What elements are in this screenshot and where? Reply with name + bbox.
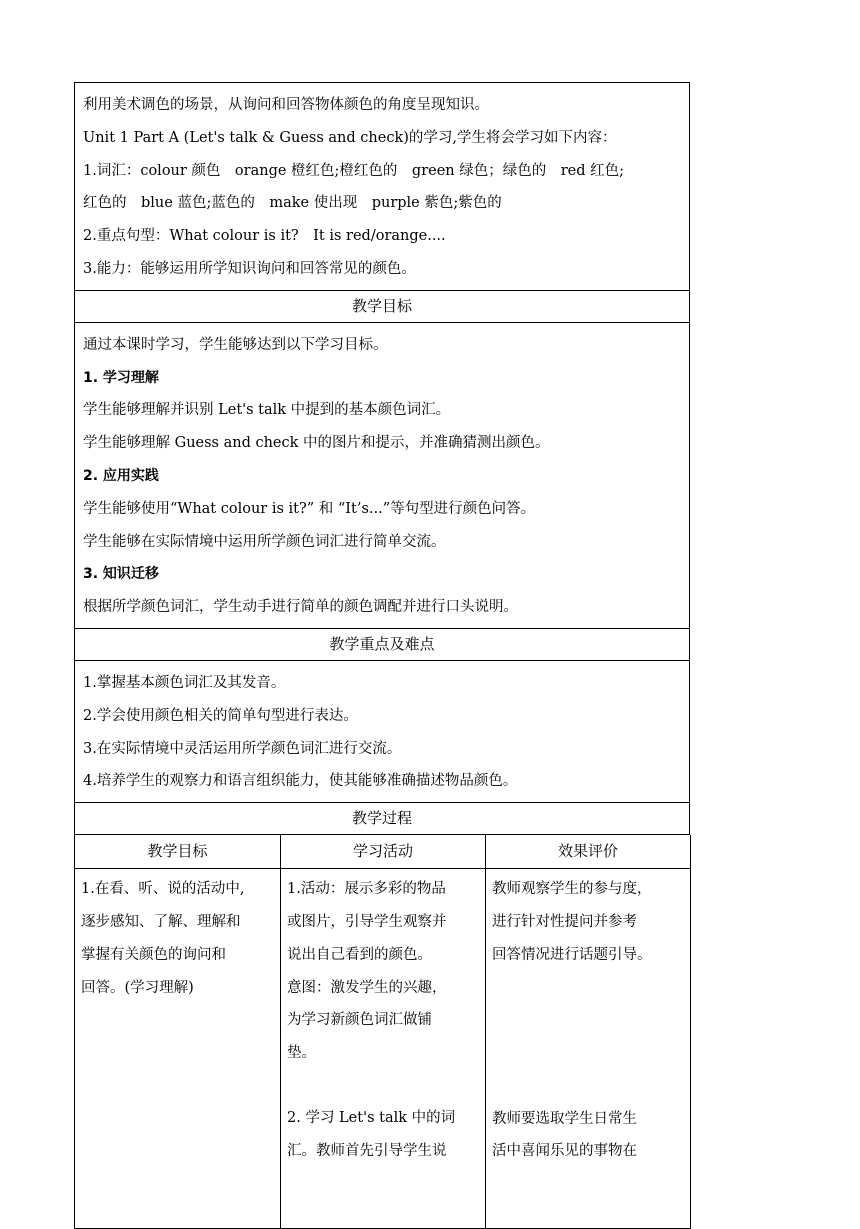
objective-title-transfer: 3. 知识迁移 [83,566,159,583]
intro-line: 1.词汇：colour 颜色 orange 橙红色;橙红色的 green 绿色；绿色的 red 红色; [83,162,625,179]
keypoint-line: 2.学会使用颜色相关的简单句型进行表达。 [83,707,358,724]
evaluation-line: 教师观察学生的参与度， [492,881,652,898]
objectives-section [74,323,690,629]
intro-line: 3.能力：能够运用所学知识询问和回答常见的颜色。 [83,260,416,277]
spacer [492,972,684,1103]
process-heading: 教学过程 [74,803,690,835]
intro-line: Unit 1 Part A (Let's talk & Guess and check)的学习,学生将会学习如下内容： [83,129,617,146]
evaluation-line: 活中喜闻乐见的事物在 [492,1143,637,1160]
goal-cell [75,869,281,1229]
spacer [287,1070,479,1102]
evaluation-line: 进行针对性提问并参考 [492,913,637,930]
objective-title-practice: 2. 应用实践 [83,467,159,484]
lesson-plan-page [74,82,690,1229]
activity-line: 2. 学习 Let's talk 中的词 [287,1109,456,1126]
column-header-goal: 教学目标 [75,835,281,869]
activity-line: 或图片，引导学生观察并 [287,913,447,930]
evaluation-cell [486,869,691,1229]
column-header-evaluation: 效果评价 [486,835,691,869]
process-header-row [75,835,691,869]
objective-line: 根据所学颜色词汇，学生动手进行简单的颜色调配并进行口头说明。 [83,599,518,616]
objective-line: 学生能够理解并识别 Let's talk 中提到的基本颜色词汇。 [83,402,451,419]
activity-line: 意图：激发学生的兴趣， [287,979,447,996]
intro-section [74,82,690,291]
activity-cell [281,869,486,1229]
objective-title-understanding: 1. 学习理解 [83,369,159,386]
keypoints-heading: 教学重点及难点 [74,629,690,661]
evaluation-line: 教师要选取学生日常生 [492,1110,637,1127]
activity-line: 垫。 [287,1045,316,1062]
intro-line: 红色的 blue 蓝色;蓝色的 make 使出现 purple 紫色;紫色的 [83,195,502,212]
activity-line: 为学习新颜色词汇做铺 [287,1012,432,1029]
goal-line: 1.在看、听、说的活动中, [81,881,245,898]
evaluation-line: 回答情况进行话题引导。 [492,946,652,963]
objective-line: 学生能够在实际情境中运用所学颜色词汇进行简单交流。 [83,533,446,550]
goal-line: 逐步感知、了解、理解和 [81,913,241,930]
process-row [75,869,691,1229]
activity-line: 1.活动：展示多彩的物品 [287,881,446,898]
activity-line: 说出自己看到的颜色。 [287,946,432,963]
objective-line: 学生能够理解 Guess and check 中的图片和提示，并准确猜测出颜色。 [83,435,550,452]
objectives-intro: 通过本课时学习，学生能够达到以下学习目标。 [83,336,388,353]
objective-line: 学生能够使用“What colour is it?” 和 “It’s...”等句型进行颜色问答。 [83,500,536,517]
goal-line: 掌握有关颜色的询问和 [81,946,226,963]
keypoints-section [74,661,690,803]
keypoint-line: 4.培养学生的观察力和语言组织能力，使其能够准确描述物品颜色。 [83,773,518,790]
keypoint-line: 1.掌握基本颜色词汇及其发音。 [83,674,286,691]
keypoint-line: 3.在实际情境中灵活运用所学颜色词汇进行交流。 [83,740,402,757]
process-table [74,835,691,1229]
column-header-activity: 学习活动 [281,835,486,869]
activity-line: 汇。教师首先引导学生说 [287,1142,447,1159]
goal-line: 回答。(学习理解) [81,979,194,996]
intro-line: 利用美术调色的场景，从询问和回答物体颜色的角度呈现知识。 [83,97,489,113]
intro-line: 2.重点句型：What colour is it? It is red/orange.... [83,228,446,245]
objectives-heading: 教学目标 [74,291,690,323]
